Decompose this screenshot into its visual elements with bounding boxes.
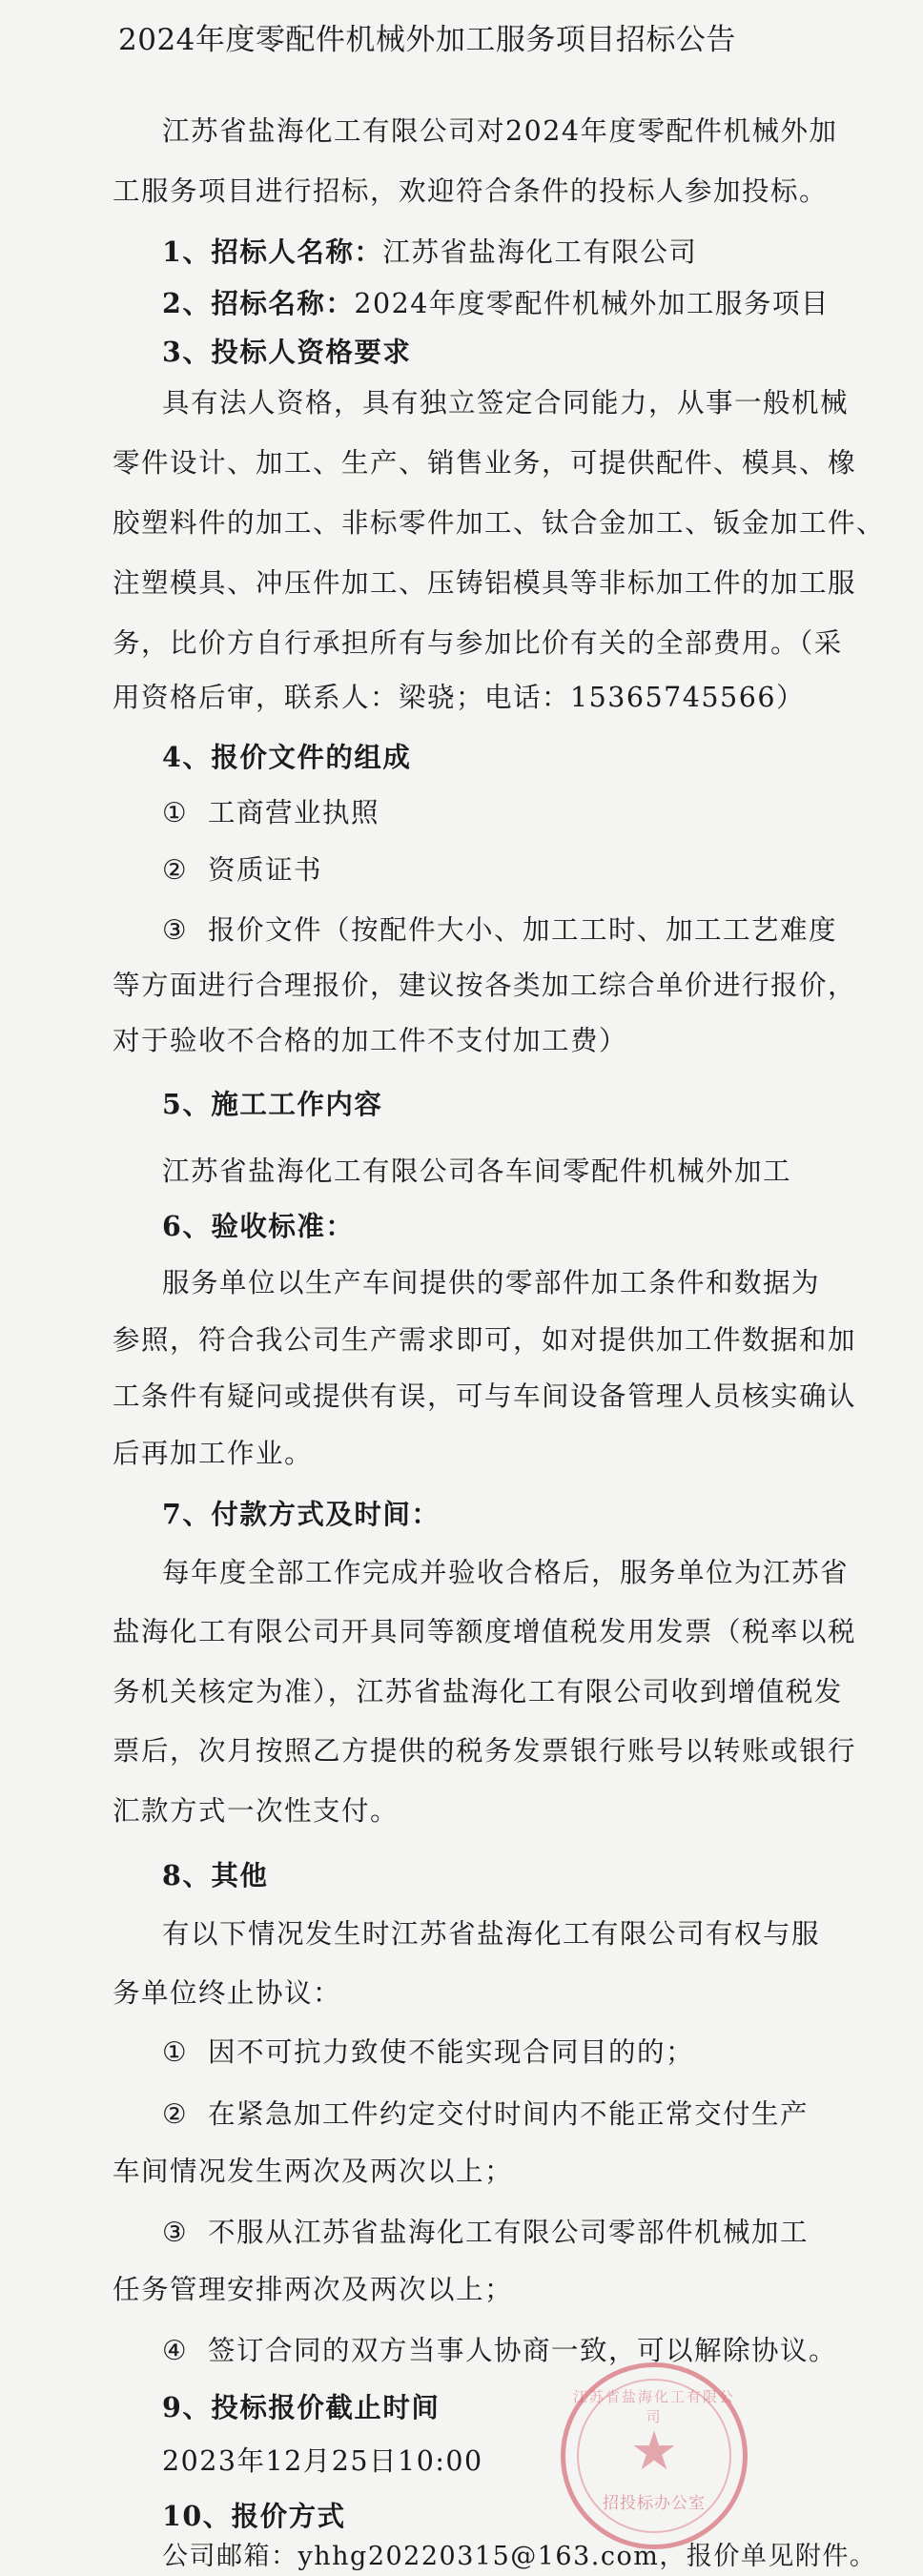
section-8-heading: 8、其他: [162, 1859, 269, 1891]
section-8-line: 有以下情况发生时江苏省盐海化工有限公司有权与服: [162, 1918, 821, 1950]
section-2-label: 2、招标名称：: [162, 287, 355, 319]
section-6-line: 参照，符合我公司生产需求即可，如对提供加工件数据和加: [113, 1324, 857, 1356]
section-8-item: [162, 2034, 694, 2072]
section-3-line: 用资格后审，联系人：梁骁；电话：15365745566）: [113, 682, 805, 713]
section-1-label: 1、招标人名称：: [162, 235, 383, 268]
section-2: [162, 284, 830, 323]
item-text: 签订合同的双方当事人协商一致，可以解除协议。: [208, 2335, 838, 2366]
section-2-value: 2024年度零配件机械外加工服务项目: [354, 288, 830, 319]
item-number: ②: [162, 854, 189, 886]
section-6-line: 工条件有疑问或提供有误，可与车间设备管理人员核实确认: [113, 1380, 857, 1412]
item-number: ①: [162, 2036, 189, 2068]
section-4-item: [162, 851, 322, 889]
item-number: ①: [162, 797, 189, 828]
section-5-heading: 5、施工工作内容: [162, 1088, 383, 1120]
section-4-heading: 4、报价文件的组成: [162, 741, 412, 773]
section-10-heading: 10、报价方式: [162, 2500, 346, 2532]
section-7-line: 务机关核定为准），江苏省盐海化工有限公司收到增值税发: [113, 1676, 843, 1707]
section-7-line: 汇款方式一次性支付。: [113, 1795, 400, 1827]
section-4-line: 等方面进行合理报价，建议按各类加工综合单价进行报价，: [113, 970, 857, 1001]
intro-line: 江苏省盐海化工有限公司对2024年度零配件机械外加: [162, 115, 838, 147]
section-3-line: 注塑模具、冲压件加工、压铸铝模具等非标加工件的加工服: [113, 567, 857, 599]
section-8-item: [162, 2332, 837, 2370]
item-text: 报价文件（按配件大小、加工工时、加工工艺难度: [208, 914, 838, 946]
section-3-line: 零件设计、加工、生产、销售业务，可提供配件、模具、橡: [113, 447, 857, 479]
item-number: ④: [162, 2335, 189, 2366]
item-number: ②: [162, 2098, 189, 2130]
item-text: 在紧急加工件约定交付时间内不能正常交付生产: [208, 2098, 810, 2130]
section-4-line: 对于验收不合格的加工件不支付加工费）: [113, 1025, 628, 1056]
section-5-body: 江苏省盐海化工有限公司各车间零配件机械外加工: [162, 1155, 792, 1187]
section-8-item: [162, 2214, 809, 2252]
section-3-heading: 3、投标人资格要求: [162, 336, 412, 368]
item-text: 工商营业执照: [208, 797, 380, 828]
intro-line: 工服务项目进行招标，欢迎符合条件的投标人参加投标。: [113, 175, 829, 207]
section-7-heading: 7、付款方式及时间：: [162, 1498, 441, 1530]
section-10-body: [162, 2538, 876, 2576]
section-6-heading: 6、验收标准：: [162, 1210, 355, 1242]
email-label: 公司邮箱：: [162, 2542, 298, 2571]
section-7-line: 每年度全部工作完成并验收合格后，服务单位为江苏省: [162, 1557, 850, 1588]
item-text: 资质证书: [208, 854, 323, 886]
item-number: ③: [162, 914, 189, 946]
section-1: [162, 233, 697, 272]
section-7-line: 票后，次月按照乙方提供的税务发票银行账号以转账或银行: [113, 1735, 857, 1767]
section-9-heading: 9、投标报价截止时间: [162, 2391, 441, 2423]
section-8-line: 任务管理安排两次及两次以上；: [113, 2274, 514, 2305]
section-9-body: 2023年12月25日10:00: [162, 2445, 483, 2477]
section-4-item: [162, 911, 837, 950]
item-text: 因不可抗力致使不能实现合同目的的；: [208, 2036, 695, 2068]
seal-text: 招投标办公室: [603, 2494, 706, 2513]
section-1-value: 江苏省盐海化工有限公司: [382, 236, 698, 268]
section-4-item: [162, 794, 379, 832]
attachment-note: ，报价单见附件。: [659, 2542, 877, 2571]
seal-arc-text: 江苏省盐海化工有限公司: [572, 2388, 735, 2425]
section-7-line: 盐海化工有限公司开具同等额度增值税发用发票（税率以税: [113, 1616, 857, 1647]
section-8-item: [162, 2096, 809, 2134]
section-8-line: 车间情况发生两次及两次以上；: [113, 2156, 514, 2187]
page-title: 2024年度零配件机械外加工服务项目招标公告: [118, 23, 736, 57]
section-6-line: 后再加工作业。: [113, 1438, 314, 1469]
item-text: 不服从江苏省盐海化工有限公司零部件机械加工: [208, 2217, 810, 2248]
item-number: ③: [162, 2217, 189, 2248]
star-icon: ★: [629, 2421, 679, 2483]
section-3-line: 务，比价方自行承担所有与参加比价有关的全部费用。（采: [113, 627, 843, 659]
email-value: yhhg20220315@163.com: [297, 2542, 660, 2571]
section-6-line: 服务单位以生产车间提供的零部件加工条件和数据为: [162, 1267, 821, 1298]
section-3-line: 胶塑料件的加工、非标零件加工、钛合金加工、钣金加工件、: [113, 507, 886, 539]
section-8-line: 务单位终止协议：: [113, 1977, 342, 2009]
section-3-line: 具有法人资格，具有独立签定合同能力，从事一般机械: [162, 387, 850, 419]
official-seal: [561, 2362, 748, 2549]
